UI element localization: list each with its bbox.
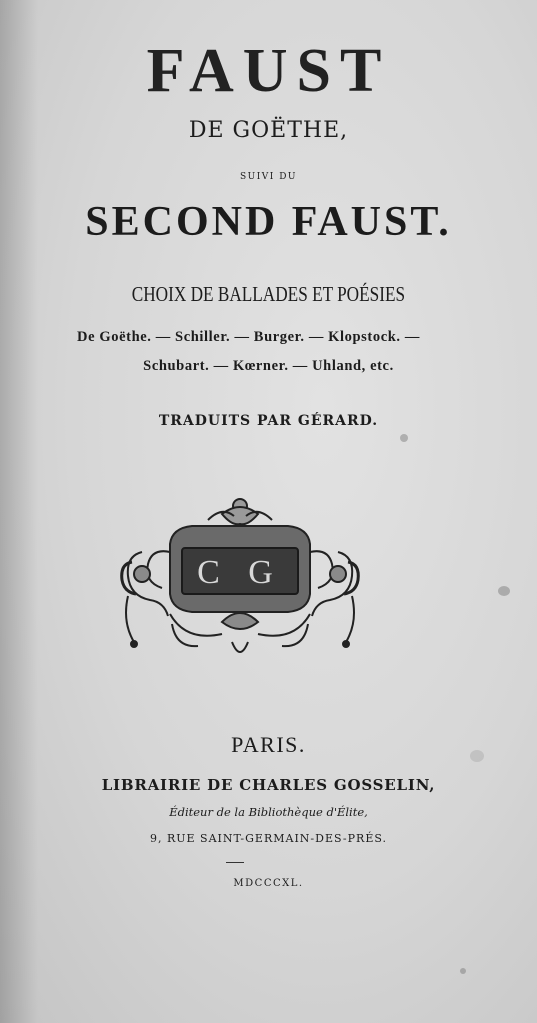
imprint-publisher: LIBRAIRIE DE CHARLES GOSSELIN, [101, 776, 436, 794]
spine-shadow [0, 0, 38, 1023]
imprint-address: 9, RUE SAINT-GERMAIN-DES-PRÉS. [149, 832, 387, 845]
collection-title: CHOIX DE BALLADES ET POÉSIES [131, 282, 406, 306]
translator-credit: TRADUITS PAR GÉRARD. [158, 413, 379, 429]
foxing-spot [498, 586, 510, 596]
imprint-editor-note: Éditeur de la Bibliothèque d'Élite, [169, 805, 368, 819]
foxing-spot [400, 434, 408, 442]
authors-line-1: De Goëthe. — Schiller. — Burger. — Klopstock. — [77, 329, 420, 345]
ornament-monogram: C G [197, 554, 283, 591]
imprint-city: PARIS. [231, 732, 306, 757]
second-title: SECOND FAUST. [85, 199, 452, 245]
foxing-spot [470, 750, 484, 762]
divider-rule [226, 862, 244, 863]
imprint-year: MDCCCXL. [233, 878, 304, 889]
book-author: DE GOËTHE, [188, 118, 349, 143]
foxing-spot [460, 968, 466, 974]
authors-line-2: Schubart. — Kœrner. — Uhland, etc. [143, 358, 394, 374]
printer-device-ornament [112, 492, 368, 672]
connector-text: SUIVI DU [239, 172, 298, 182]
book-title: FAUST [146, 37, 391, 105]
